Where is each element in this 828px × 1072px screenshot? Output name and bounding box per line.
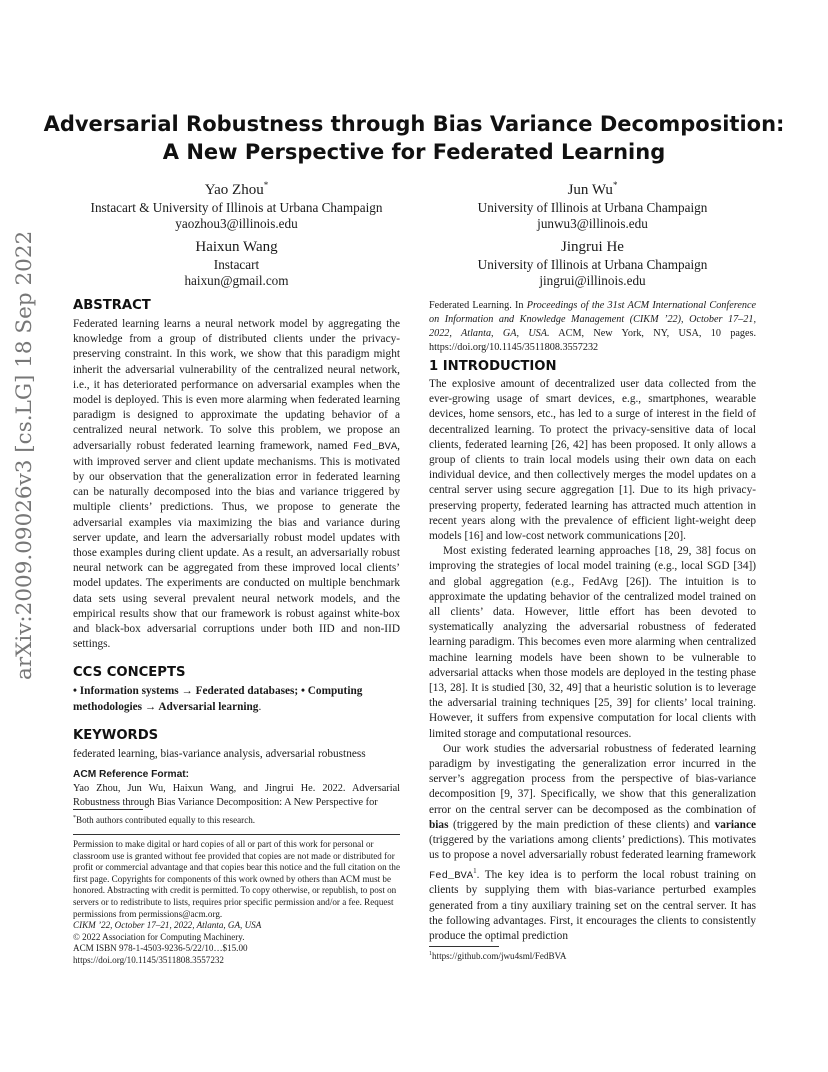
intro-paragraph-2: Most existing federated learning approaches [18, 29, 38] focus on improving the strategies of local model training (e.g., local SGD [34]) and global aggregation (e.g., FedAvg [26]). The intuition is to approximate the updating behavior of the centralized model trained on all clients’ data. However, little effort has been devoted to systematically analyzing the adversarial robustness of federated learning paradigm. This becomes even more alarming when centralized machine learning models have been shown to be vulnerable to adversarial attacks when those models are deployed in the testing phase [13, 28]. It is studied [30, 32, 49] that a heuristic solution is to leverage the adversarial training techniques [25, 39] for clients’ local training. However, it suffers from expensive computation for local clients with limited storage and computational resources. xyxy=(429,545,756,740)
intro-paragraph-1: The explosive amount of decentralized user data collected from the ever-growing usage of smart devices, e.g., smartphones, wearable devices, home sensors, etc., has led to a surge of interest in the field of decentralized learning. To protect the privacy-sensitive data of local clients, federated learning [26, 42] has been proposed. It only allows a group of clients to train local models using their own data on each individual device, and then collectively merges the model updates on a central server using secure aggregation [1]. Due to its high privacy-preserving property, federated learning has attracted much attention in recent years along with the prevalence of efficient light-weight deep models [16] and low-cost network communications [20]. xyxy=(429,378,756,543)
arxiv-stamp: arXiv:2009.09026v3 [cs.LG] 18 Sep 2022 xyxy=(12,230,37,680)
author-email: jingrui@illinois.edu xyxy=(539,273,646,288)
left-column xyxy=(73,297,400,810)
author-block-2 xyxy=(429,175,756,232)
author-name: Haixun Wang xyxy=(195,239,278,255)
acm-ref-continued: Federated Learning. In Proceedings of the 31st ACM International Conference on Information and Knowledge Management (CIKM ’22), October 17–21, 2022, Atlanta, GA, USA. ACM, New York, NY, USA, 10 pages. https://doi.org/10.1145/3511808.3557232 xyxy=(429,300,757,353)
keywords-heading: KEYWORDS xyxy=(73,727,159,743)
abstract-heading: ABSTRACT xyxy=(73,298,151,313)
copyright-line: © 2022 Association for Computing Machinery. xyxy=(73,931,245,942)
acm-ref-text: Yao Zhou, Jun Wu, Haixun Wang, and Jingrui He. 2022. Adversarial Robustness through Bias Variance Decomposition: A New Perspective for xyxy=(73,783,400,809)
author-name: Jun Wu* xyxy=(567,180,618,198)
author-affiliation: Instacart & University of Illinois at Urbana Champaign xyxy=(90,200,383,215)
author-block-1 xyxy=(73,175,400,232)
acm-ref-heading: ACM Reference Format: xyxy=(73,769,190,781)
footnote-rule xyxy=(73,809,143,810)
footnote-rule-right xyxy=(429,946,499,947)
paper-title xyxy=(40,110,788,166)
author-affiliation: Instacart xyxy=(213,257,260,272)
title-line-2: A New Perspective for Federated Learning xyxy=(162,140,666,164)
footnote-equal: *Both authors contributed equally to this research. xyxy=(73,815,256,826)
right-column xyxy=(429,299,756,944)
permission-text: Permission to make digital or hard copies of all or part of this work for personal or classroom use is granted without fee provided that copies are not made or distributed for profit or commercial advantage and that copies bear this notice and the full citation on the first page. Copyrights for components of this work owned by others than ACM must be honored. Abstracting with credit is permitted. To copy otherwise, or republish, to post on servers or to redistribute to lists, requires prior specific permission and/or a fee. Request permissions from permissions@acm.org. xyxy=(73,839,401,919)
title-line-1: Adversarial Robustness through Bias Variance Decomposition: xyxy=(43,112,785,136)
author-block-3 xyxy=(73,237,400,289)
isbn-line: ACM ISBN 978-1-4503-9236-5/22/10…$15.00 xyxy=(73,943,248,954)
author-email: yaozhou3@illinois.edu xyxy=(175,216,298,231)
conference-line: CIKM ’22, October 17–21, 2022, Atlanta, GA, USA xyxy=(73,920,262,931)
author-name: Jingrui He xyxy=(561,239,624,255)
doi-link[interactable]: https://doi.org/10.1145/3511808.3557232 xyxy=(73,954,224,965)
author-block-4 xyxy=(429,237,756,289)
intro-paragraph-3: Our work studies the adversarial robustness of federated learning paradigm by investigating the generalization error incurred in the server’s aggregation process from the perspective of bias-variance decomposition [9, 37]. Specifically, we show that this generalization error on the central server can be decomposed as the combination of bias (triggered by the main prediction of these clients) and variance (triggered by the variations among clients’ predictions). This motivates us to propose a novel adversarially robust federated learning framework Fed_BVA$^1$. The key idea is to perform the local robust training on clients by supplying them with bias-variance perturbed examples generated from a tiny auxiliary training set on the central server. It has the following advantages. First, it encourages the clients to consistently produce the optimal prediction xyxy=(429,742,756,943)
author-email: haixun@gmail.com xyxy=(184,273,289,288)
abstract-text: Federated learning learns a neural network model by aggregating the knowledge from a group of distributed clients under the privacy-preserving constraint. In this work, we show that this paradigm might inherit the adversarial vulnerability of the centralized neural network, i.e., it has deteriorated performance on adversarial examples when the model is deployed. This is even more alarming when federated learning paradigm is designed to approximate the updating behavior of a centralized neural network. To solve this problem, we propose an adversarially robust federated learning framework, named Fed_BVA, with improved server and client update mechanisms. This is motivated by our observation that the generalization error in federated learning can be naturally decomposed into the bias and variance triggered by multiple clients’ predictions. Thus, we propose to generate the adversarial examples via maximizing the bias and variance during server update, and learn the adversarially robust model updates with those examples during client update. As a result, an adversarially robust neural network can be aggregated from these improved local clients’ model updates. The experiments are conducted on multiple benchmark data sets using several prevalent neural network models, and the empirical results show that our framework is robust against white-box and black-box adversarial corruptions under both IID and non-IID settings. xyxy=(73,318,400,651)
author-affiliation: University of Illinois at Urbana Champaign xyxy=(477,200,708,215)
ccs-text: • Information systems → Federated databases; • Computing methodologies → Adversarial learning. xyxy=(73,685,363,713)
ccs-heading: CCS CONCEPTS xyxy=(73,665,186,681)
permission-block xyxy=(73,839,400,967)
author-affiliation: University of Illinois at Urbana Champaign xyxy=(477,257,708,272)
author-name: Yao Zhou* xyxy=(204,180,269,198)
footnote-url[interactable]: $^1$https://github.com/jwu4sml/FedBVA xyxy=(429,951,567,962)
permission-rule xyxy=(73,834,400,835)
author-email: junwu3@illinois.edu xyxy=(537,216,648,231)
keywords-text: federated learning, bias-variance analysis, adversarial robustness xyxy=(73,747,366,760)
introduction-heading: 1 INTRODUCTION xyxy=(429,359,557,374)
